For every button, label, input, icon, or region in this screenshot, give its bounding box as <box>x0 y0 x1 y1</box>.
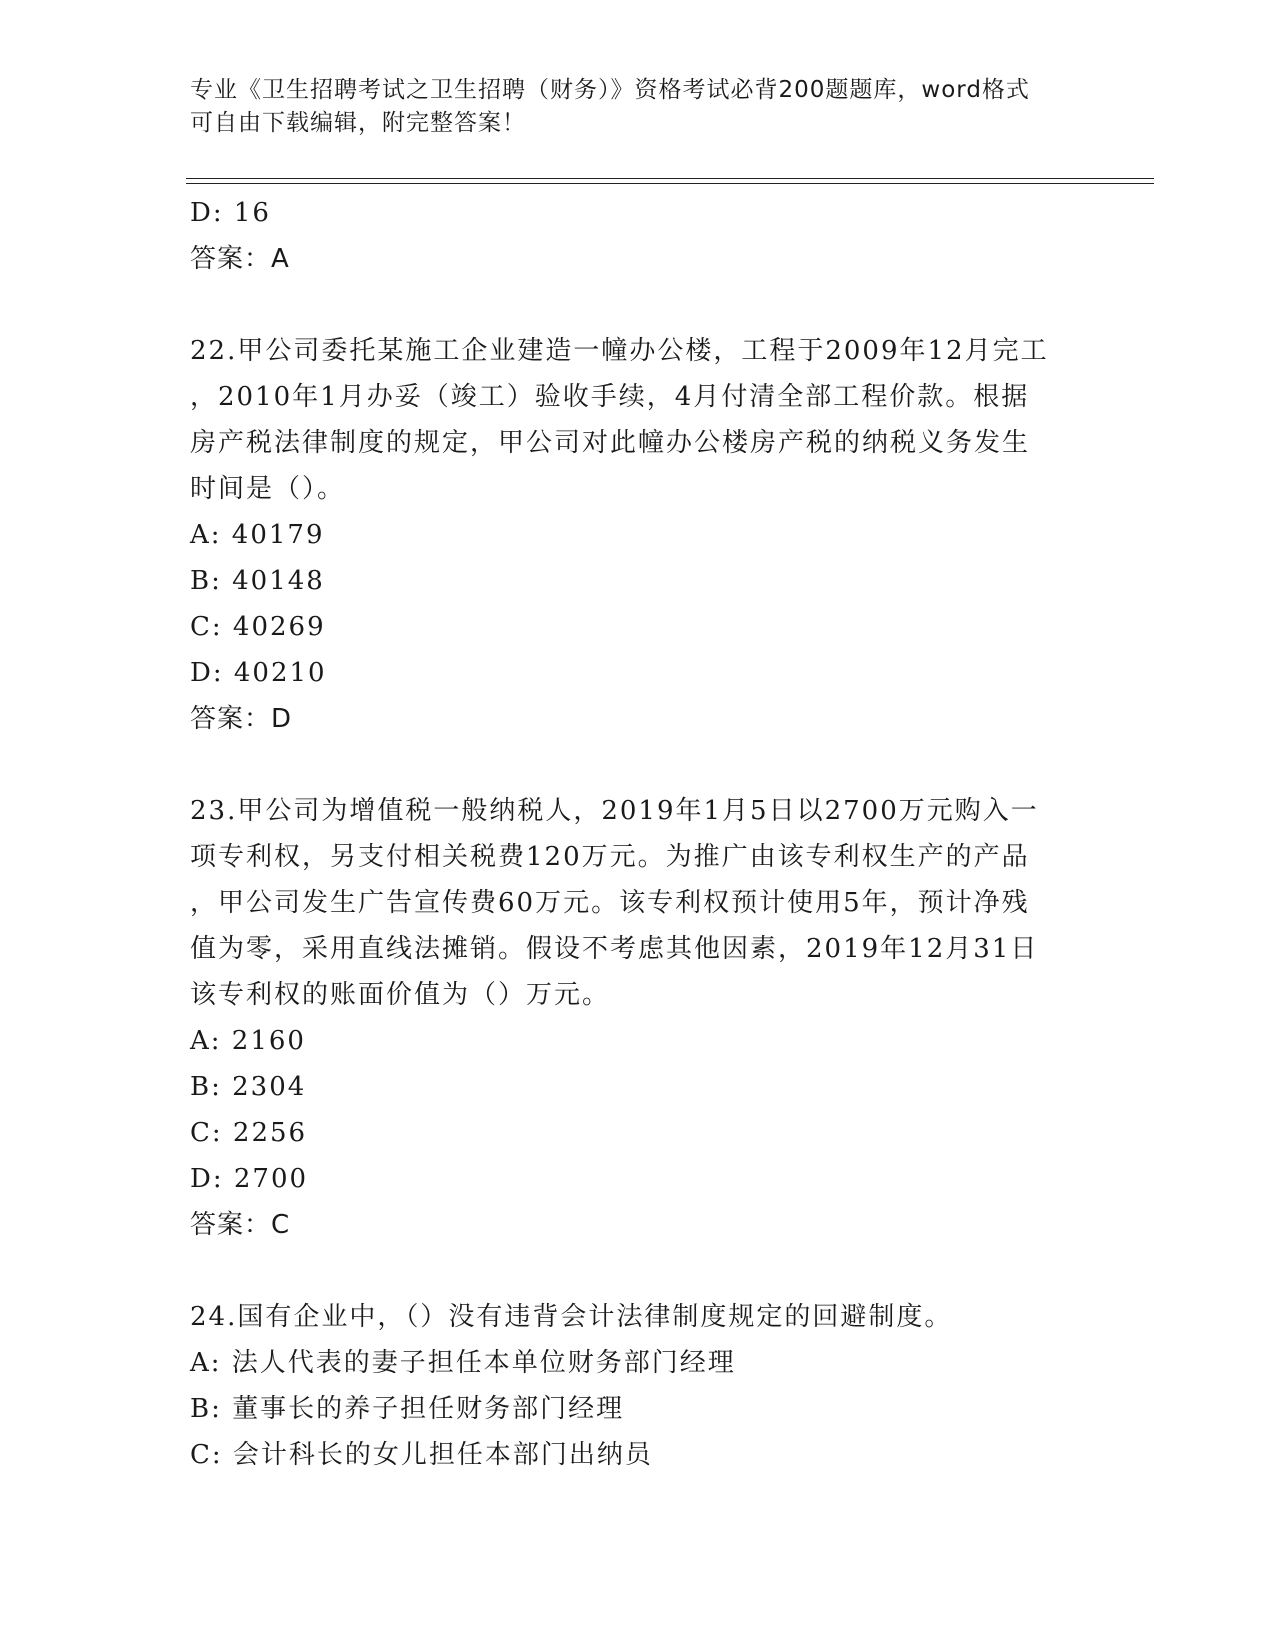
header-line-2: 可自由下载编辑，附完整答案！ <box>190 110 526 136</box>
stem-line: 时间是（）。 <box>190 474 346 504</box>
stem-line: ，2010年1月办妥（竣工）验收手续，4月付清全部工程价款。根据 <box>190 382 1030 412</box>
option-d: D: 40210 <box>190 658 327 688</box>
option-c: C: 会计科长的女儿担任本部门出纳员 <box>190 1440 653 1470</box>
stem-line: 22.甲公司委托某施工企业建造一幢办公楼，工程于2009年12月完工 <box>190 336 1049 366</box>
option-a: A: 法人代表的妻子担任本单位财务部门经理 <box>190 1348 736 1378</box>
question-stem <box>190 328 1080 512</box>
question-22 <box>190 328 1080 742</box>
page-header <box>190 74 1070 140</box>
question-stem <box>190 1294 1080 1340</box>
answer-line: 答案：D <box>190 704 293 734</box>
answer-line: 答案：C <box>190 1210 291 1240</box>
stem-line: 项专利权，另支付相关税费120万元。为推广由该专利权生产的产品 <box>190 842 1030 872</box>
option-b: B: 董事长的养子担任财务部门经理 <box>190 1394 625 1424</box>
option-d: D: 2700 <box>190 1164 309 1194</box>
option-b: B: 2304 <box>190 1072 307 1102</box>
answer-line: 答案：A <box>190 244 290 274</box>
spacer <box>190 1248 1080 1294</box>
option-c: C: 40269 <box>190 612 326 642</box>
spacer <box>190 282 1080 328</box>
question-stem <box>190 788 1080 1018</box>
header-line-1: 专业《卫生招聘考试之卫生招聘（财务）》资格考试必背200题题库，word格式 <box>190 77 1030 103</box>
stem-line: 该专利权的账面价值为（）万元。 <box>190 980 611 1010</box>
header-rule-bottom <box>186 183 1154 184</box>
question-23 <box>190 788 1080 1248</box>
question-24 <box>190 1294 1080 1478</box>
stem-line: 23.甲公司为增值税一般纳税人，2019年1月5日以2700万元购入一 <box>190 796 1039 826</box>
stem-line: ，甲公司发生广告宣传费60万元。该专利权预计使用5年，预计净残 <box>190 888 1030 918</box>
option-a: A: 2160 <box>190 1026 306 1056</box>
header-rule-top <box>186 178 1154 179</box>
document-body <box>190 190 1080 1478</box>
option-b: B: 40148 <box>190 566 325 596</box>
spacer <box>190 742 1080 788</box>
option-c: C: 2256 <box>190 1118 308 1148</box>
option-d: D: 16 <box>190 198 271 228</box>
option-a: A: 40179 <box>190 520 325 550</box>
stem-line: 房产税法律制度的规定，甲公司对此幢办公楼房产税的纳税义务发生 <box>190 428 1031 458</box>
stem-line: 值为零，采用直线法摊销。假设不考虑其他因素，2019年12月31日 <box>190 934 1039 964</box>
previous-question-tail <box>190 190 1080 282</box>
stem-line: 24.国有企业中，（）没有违背会计法律制度规定的回避制度。 <box>190 1302 953 1332</box>
